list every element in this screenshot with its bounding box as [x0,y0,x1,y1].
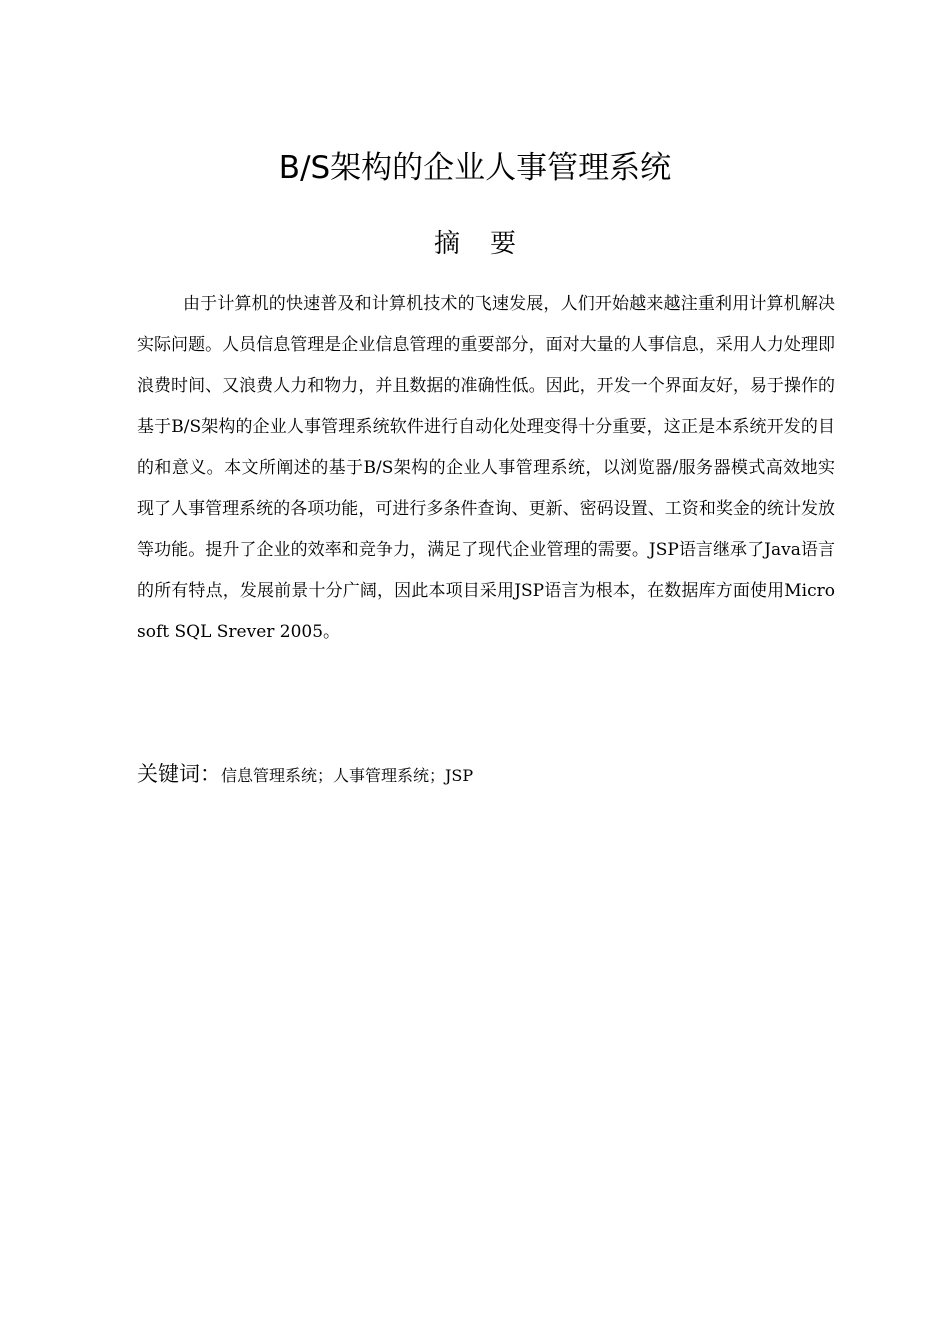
document-title: B/S架构的企业人事管理系统 [278,150,672,186]
keywords-line [137,754,835,797]
keywords-value: 信息管理系统；人事管理系统；JSP [221,766,474,785]
abstract-paragraph: 由于计算机的快速普及和计算机技术的飞速发展，人们开始越来越注重利用计算机解决实际问题。人员信息管理是企业信息管理的重要部分，面对大量的人事信息，采用人力处理即浪费时间、又浪费人力和物力，并且数据的准确性低。因此，开发一个界面友好，易于操作的基于B/S架构的企业人事管理系统软件进行自动化处理变得十分重要，这正是本系统开发的目的和意义。本文所阐述的基于B/S架构的企业人事管理系统，以浏览器/服务器模式高效地实现了人事管理系统的各项功能，可进行多条件查询、更新、密码设置、工资和奖金的统计发放等功能。提升了企业的效率和竞争力，满足了现代企业管理的需要。JSP语言继承了Java语言的所有特点，发展前景十分广阔，因此本项目采用JSP语言为根本，在数据库方面使用Microsoft SQL Srever 2005。 [137,294,835,642]
abstract-heading: 摘要 [433,229,546,259]
keywords-label: 关键词： [137,762,221,786]
